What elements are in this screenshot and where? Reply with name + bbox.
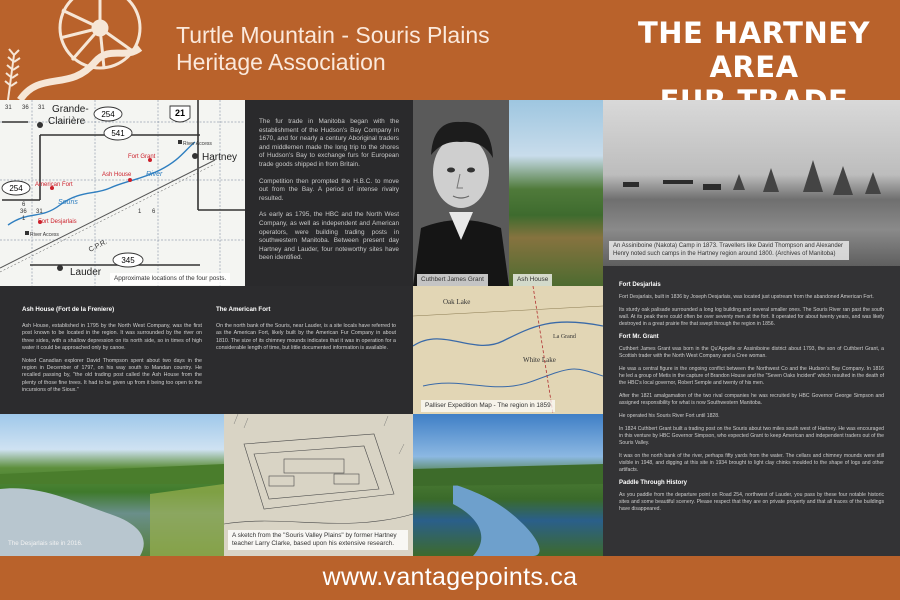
poster-title-line1: THE HARTNEY AREA bbox=[637, 16, 871, 84]
label-american-fort: American Fort bbox=[35, 182, 73, 188]
heading-american-fort: The American Fort bbox=[216, 306, 271, 313]
org-name-line2: Heritage Association bbox=[176, 49, 386, 75]
sketch-caption: A sketch from the "Souris Valley Plains" by former Hartney teacher Larry Clarke, based upon his extensive research. bbox=[228, 530, 408, 550]
label-cpr: C.P.R. bbox=[87, 238, 109, 254]
road-21: 21 bbox=[174, 108, 186, 118]
header-band bbox=[0, 0, 900, 100]
intro-paragraph-1: The fur trade in Manitoba began with the establishment of the Hudson's Bay Company in 1670, and for nearly a century Aboriginal traders and middlemen made the long trip to the shores of Hudson's Bay to exchange furs for European trade goods shipped in from Britain. bbox=[259, 118, 399, 168]
river1-graphic bbox=[0, 414, 224, 556]
grant-paragraph-5: In 1824 Cuthbert Grant built a trading post on the Souris about two miles south west of Hartney. He was encouraged in this venture by HBC Governor Simpson, who expected Grant to keep American and independent traders out of the Souris Valley. bbox=[619, 426, 884, 446]
paddle-paragraph: As you paddle from the departure point on Road 254, northwest of Lauder, you pass by these four notable historic sites and some beautiful scenery. Please respect that they are on private property and that all traces of the buildings have disappeared. bbox=[619, 492, 884, 512]
road-541: 541 bbox=[111, 129, 125, 138]
grid-31c: 31 bbox=[36, 209, 43, 215]
cuthbert-grant-portrait bbox=[413, 100, 509, 286]
intro-text bbox=[245, 100, 413, 286]
label-souris: Souris bbox=[58, 199, 78, 206]
grid-36a: 36 bbox=[22, 105, 29, 111]
label-fort-grant: Fort Grant bbox=[128, 154, 156, 160]
road-345: 345 bbox=[121, 256, 135, 265]
desjarlais-caption: The Desjarlais site in 2016. bbox=[8, 540, 83, 547]
grid-6b: 6 bbox=[152, 209, 156, 215]
desjarlais-paragraph-1: Fort Desjarlais, built in 1836 by Joseph Desjarlais, was located just upstream from the abandoned American Fort. bbox=[619, 294, 874, 300]
palliser-map bbox=[413, 286, 603, 414]
right-column-text bbox=[603, 266, 900, 556]
middle-text-block bbox=[0, 286, 413, 414]
ash-house-column bbox=[22, 306, 202, 400]
grid-31a: 31 bbox=[5, 105, 12, 111]
road-254-left: 254 bbox=[9, 184, 23, 193]
locations-map-graphic bbox=[0, 100, 245, 286]
ash-house-paragraph-2: Noted Canadian explorer David Thompson spent about two days in the region in December of 1797, on his way south to Mandan country. He recalled passing by, "the old trading post called the Ash House from the plenty of those fine trees. It had to be given up from it being too open to the incursions of the Sioux." bbox=[22, 358, 202, 393]
camp-caption: An Assiniboine (Nakota) Camp in 1873. Travellers like David Thompson and Alexander Henry noted such camps in the Hartney region around 1800. (Archives of Manitoba) bbox=[609, 241, 849, 260]
intro-paragraph-3: As early as 1795, the HBC and the North West Company, as well as independent and American operators, were building trading posts in southwestern Manitoba. Between present day Hartney and Lauder, four noteworthy sites have been identified. bbox=[259, 211, 399, 262]
heading-fort-grant: Fort Mr. Grant bbox=[619, 334, 659, 340]
org-name-line1: Turtle Mountain - Souris Plains bbox=[176, 22, 490, 48]
label-clairiere: Clairière bbox=[48, 116, 86, 127]
palliser-map-graphic bbox=[413, 286, 603, 414]
ash-house-paragraph-1: Ash House, established in 1795 by the North West Company, was the first post known to be located in the region. It was surrounded by the river on three sides, with a shallow depression on its north side, so in times of high water it could be approached only by canoe. bbox=[22, 323, 202, 351]
label-grande: Grande- bbox=[52, 104, 89, 115]
organization-name bbox=[176, 22, 490, 76]
grant-paragraph-6: It was on the north bank of the river, perhaps fifty yards from the water. The cellars and chimney mounds were still visible in 1948, and digging at this site in 1934 brought to light clay chinks moulded to the shape of logs and other artifacts. bbox=[619, 453, 884, 473]
palliser-white-lake: White Lake bbox=[523, 356, 556, 364]
palliser-caption: Palliser Expedition Map - The region in 1859 bbox=[421, 400, 555, 412]
american-fort-column bbox=[216, 306, 396, 358]
label-river: River bbox=[146, 171, 163, 178]
label-fort-desjarlais: Fort Desjarlais bbox=[38, 219, 77, 225]
heading-fort-desjarlais: Fort Desjarlais bbox=[619, 282, 661, 288]
souris-river-photo bbox=[413, 414, 603, 556]
label-ash-house: Ash House bbox=[102, 172, 132, 178]
footer-band bbox=[0, 556, 900, 600]
portrait-caption: Cuthbert James Grant bbox=[417, 274, 488, 286]
map-caption: Approximate locations of the four posts. bbox=[110, 273, 230, 285]
label-river-access-1: River Access bbox=[183, 141, 212, 147]
label-lauder: Lauder bbox=[70, 267, 102, 278]
ash-house-photo bbox=[509, 100, 603, 286]
heading-paddle: Paddle Through History bbox=[619, 480, 688, 486]
american-fort-paragraph: On the north bank of the Souris, near Lauder, is a site locals have referred to as the American Fort, likely built by the American Fur Company in about 1810. The size of its chimney mounds indicates that it was in operation for a considerable length of time, but little documented information is available. bbox=[216, 323, 396, 351]
fort-sketch bbox=[224, 414, 413, 556]
website-link[interactable]: www.vantagepoints.ca bbox=[322, 563, 578, 591]
locations-map bbox=[0, 100, 245, 286]
intro-paragraph-2: Competition then prompted the H.B.C. to move out from the Bay. A period of intense rivalry resulted. bbox=[259, 177, 399, 202]
grid-1: 1 bbox=[22, 216, 26, 222]
heading-ash-house: Ash House (Fort de la Freniere) bbox=[22, 306, 115, 313]
road-254-top: 254 bbox=[101, 110, 115, 119]
grant-paragraph-4: He operated his Souris River Fort until 1828. bbox=[619, 413, 720, 419]
desjarlais-site-photo bbox=[0, 414, 224, 556]
grid-36b: 36 bbox=[20, 209, 27, 215]
label-river-access-2: River Access bbox=[30, 232, 59, 238]
assiniboine-camp-photo bbox=[603, 100, 900, 266]
grid-1b: 1 bbox=[138, 209, 142, 215]
portrait-graphic bbox=[413, 100, 509, 286]
heritage-wheel-logo-icon bbox=[0, 0, 150, 100]
palliser-la-grand: La Grand bbox=[553, 334, 576, 340]
grant-paragraph-2: He was a central figure in the ongoing conflict between the Northwest Co and the Hudson's Bay Company. In 1816 he led a group of Metis in the capture of Brandon House and the "Seven Oaks Incident" which resulted in the death of the HBC's local governor, Robert Semple and twenty of his men. bbox=[619, 366, 884, 386]
ash-house-caption: Ash House bbox=[513, 274, 552, 286]
palliser-oak-lake: Oak Lake bbox=[443, 298, 471, 306]
grant-paragraph-3: After the 1821 amalgamation of the two rival companies he was recruited by HBC Governor George Simpson and assigned responsibility for what is now Southwestern Manitoba. bbox=[619, 393, 884, 406]
grid-31b: 31 bbox=[38, 105, 45, 111]
grant-paragraph-1: Cuthbert James Grant was born in the Qu'Appelle or Assiniboine district about 1793, the son of Cuthbert Grant, a Scottish trader with the North West Company and a Cree woman. bbox=[619, 346, 884, 359]
label-hartney: Hartney bbox=[202, 152, 238, 163]
grid-6: 6 bbox=[22, 202, 26, 208]
desjarlais-paragraph-2: Its sturdy oak palisade surrounded a long log building and several smaller ones. The Souris River ran past the south wall. At its peak there could often be over seventy men at the fort. It operated for about twenty years, and was likely destroyed in a great prairie fire that swept through the region in 1856. bbox=[619, 307, 884, 327]
river2-graphic bbox=[413, 414, 603, 556]
